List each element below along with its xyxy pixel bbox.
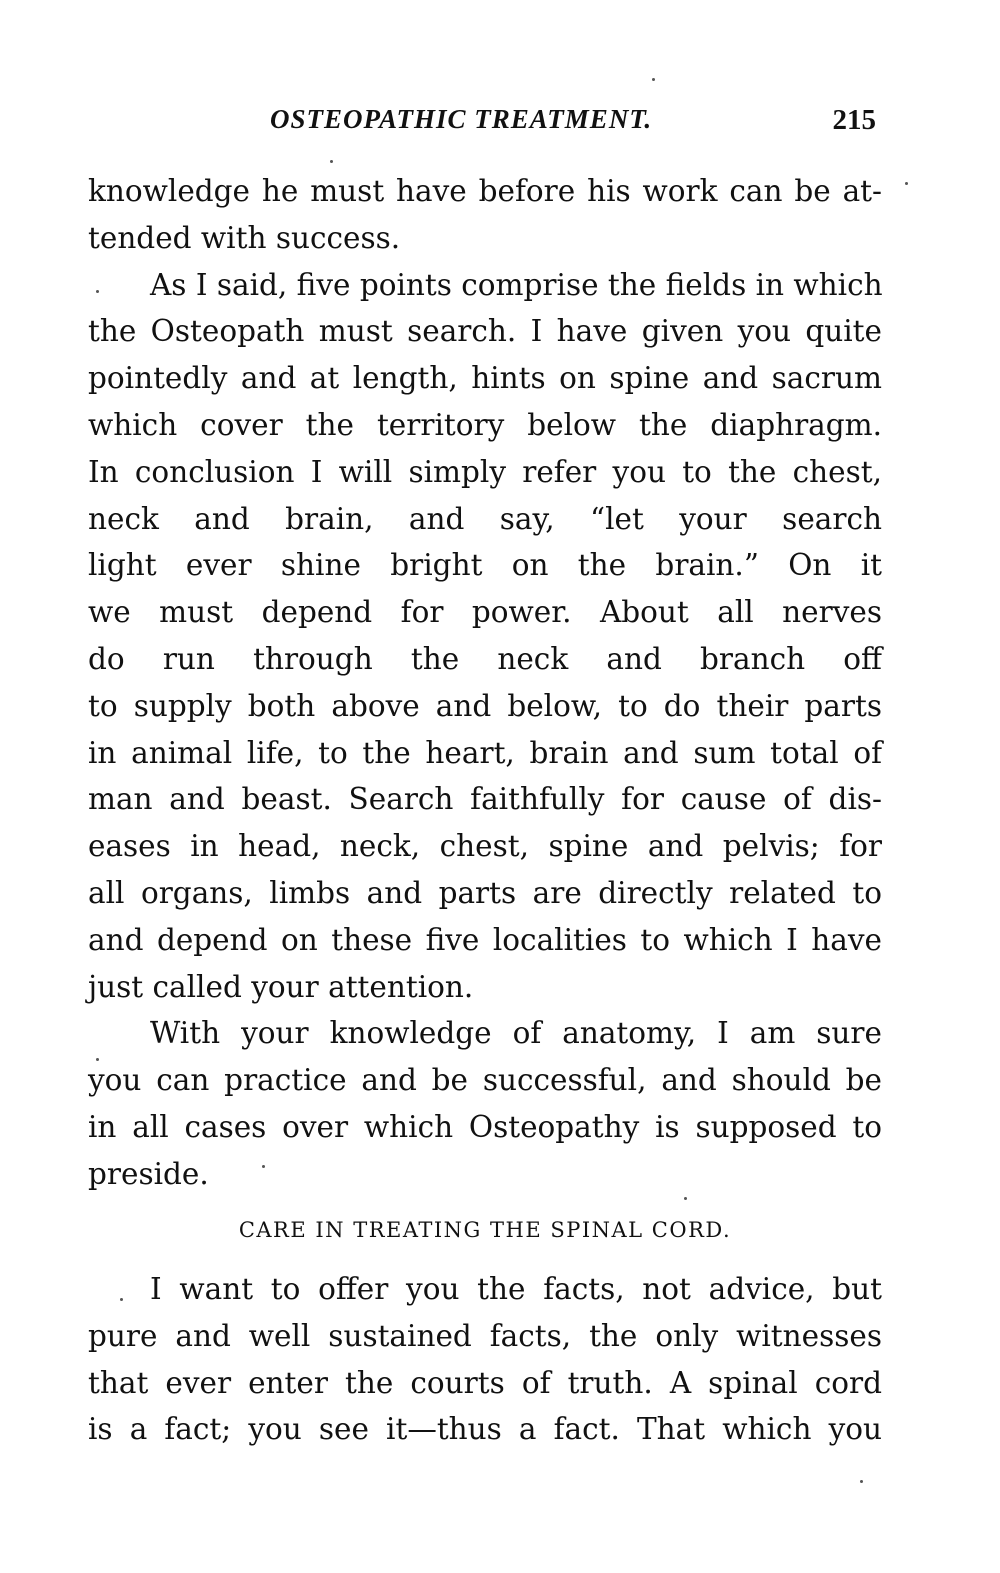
text-line: we must depend for power. About all nerves — [88, 595, 882, 630]
running-title: OSTEOPATHIC TREATMENT. — [270, 104, 653, 134]
text-line: just called your attention. — [88, 969, 474, 1004]
section-text — [88, 1266, 882, 1453]
text-line: that ever enter the courts of truth. A spinal cord — [88, 1365, 882, 1400]
text-line: I want to offer you the facts, not advice, but — [150, 1272, 882, 1306]
text-line: you can practice and be successful, and should be — [88, 1063, 882, 1098]
print-speck — [905, 182, 908, 185]
print-speck — [262, 1165, 265, 1168]
section-heading: CARE IN TREATING THE SPINAL CORD. — [238, 1218, 732, 1242]
page-number: 215 — [832, 104, 876, 136]
print-speck — [860, 1480, 863, 1483]
print-speck — [652, 78, 655, 81]
text-line: in all cases over which Osteopathy is supposed to — [88, 1109, 882, 1144]
text-line: all organs, limbs and parts are directly related to — [88, 875, 882, 910]
text-line: to supply both above and below, to do their parts — [88, 688, 882, 723]
text-line: tended with success. — [88, 220, 401, 255]
text-line: man and beast. Search faithfully for cause of dis- — [88, 782, 882, 817]
text-line: pure and well sustained facts, the only witnesses — [88, 1318, 882, 1353]
text-line: With your knowledge of anatomy, I am sure — [150, 1016, 882, 1051]
print-speck — [684, 1197, 687, 1200]
print-speck — [96, 290, 99, 293]
text-line: eases in head, neck, chest, spine and pelvis; for — [88, 829, 882, 864]
text-line: in animal life, to the heart, brain and sum total of — [88, 735, 882, 770]
text-line: do run through the neck and branch off — [88, 641, 882, 676]
text-line: preside. — [88, 1156, 209, 1191]
text-line: which cover the territory below the diaphragm. — [88, 407, 882, 442]
text-line: In conclusion I will simply refer you to the chest, — [88, 454, 882, 489]
print-speck — [96, 1058, 99, 1061]
text-line: and depend on these five localities to which I have — [88, 922, 882, 957]
text-line: knowledge he must have before his work can be at- — [88, 174, 882, 208]
print-speck — [120, 1298, 123, 1301]
text-line: pointedly and at length, hints on spine and sacrum — [88, 361, 882, 396]
text-line: As I said, five points comprise the fields in which — [150, 267, 883, 302]
text-line: neck and brain, and say, “let your search — [88, 501, 882, 536]
print-speck — [330, 160, 333, 163]
text-line: light ever shine bright on the brain.” On it — [88, 548, 882, 583]
body-text — [88, 168, 882, 1198]
text-line: is a fact; you see it—thus a fact. That which you — [88, 1412, 882, 1447]
running-head — [90, 100, 882, 140]
text-line: the Osteopath must search. I have given you quite — [88, 314, 882, 349]
